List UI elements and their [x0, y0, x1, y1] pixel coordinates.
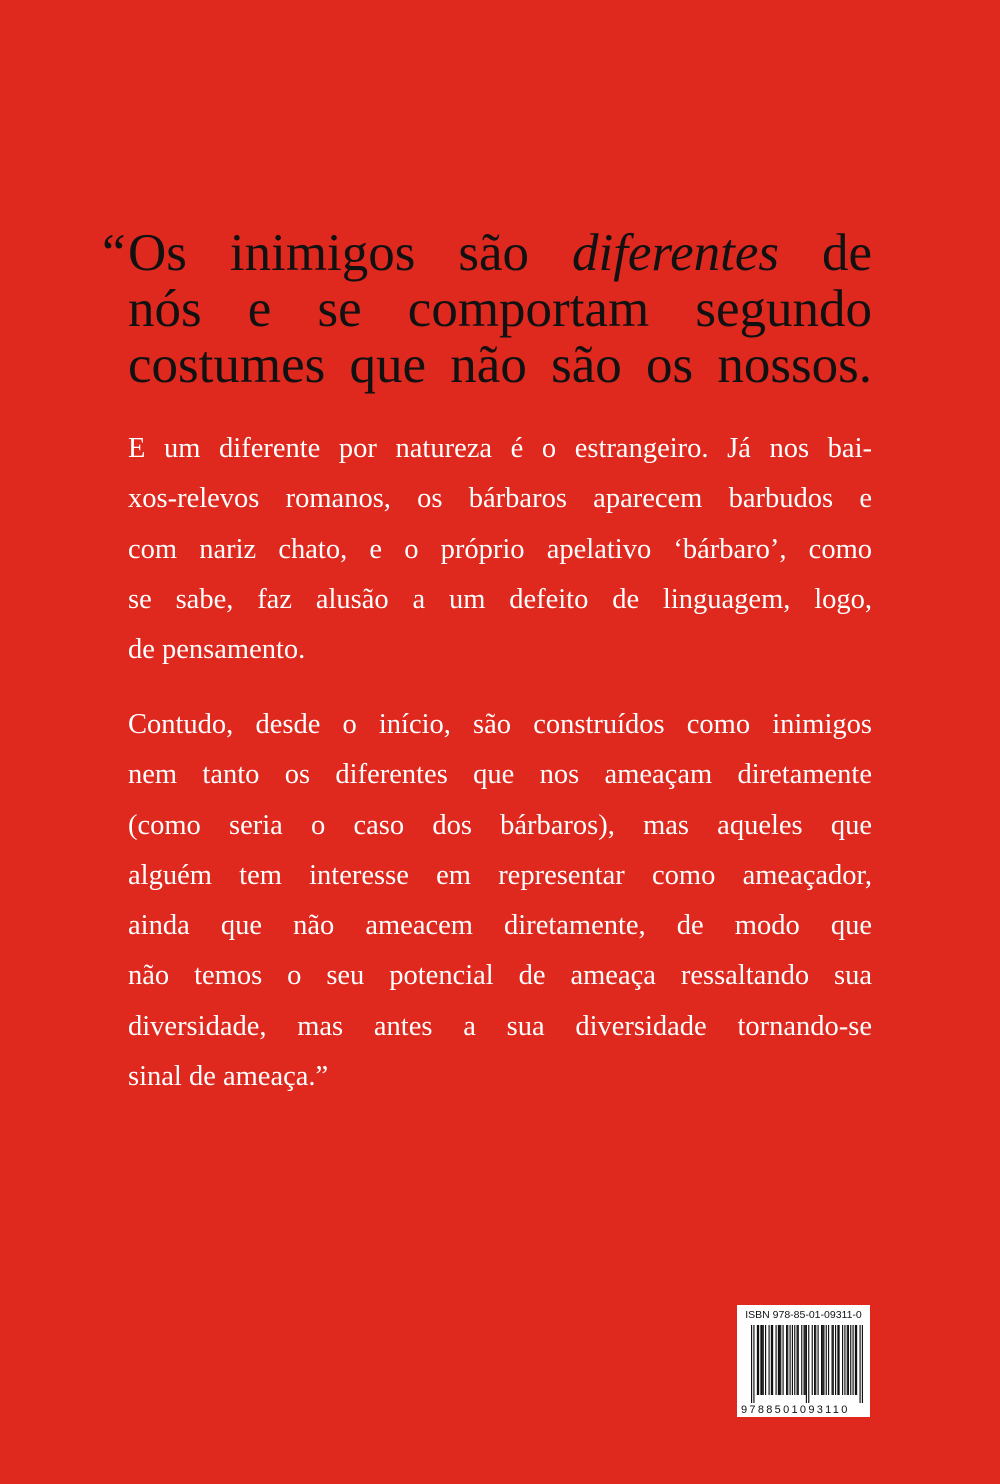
paragraph-line: não temos o seu potencial de ameaça ressaltando sua — [128, 960, 872, 992]
barcode-bar — [765, 1325, 766, 1395]
barcode-bar — [850, 1325, 851, 1395]
quote-line — [128, 337, 872, 393]
barcode-bar — [762, 1325, 763, 1395]
barcode-bar — [853, 1325, 854, 1395]
barcode-bar — [855, 1325, 856, 1395]
barcode-bar — [814, 1325, 815, 1395]
pull-quote — [102, 224, 873, 394]
isbn-label: ISBN 978-85-01-09311-0 — [745, 1309, 862, 1321]
quote-line — [128, 225, 872, 281]
paragraph-2 — [128, 700, 872, 1102]
barcode-bar — [801, 1325, 802, 1395]
barcode-bar — [839, 1325, 840, 1395]
barcode-bar — [848, 1325, 849, 1395]
paragraph-line: E um diferente por natureza é o estrangeiro. Já nos bai- — [128, 433, 872, 464]
barcode-bar — [815, 1325, 816, 1395]
quote-text: costumes que não são os nossos. — [128, 336, 872, 394]
barcode-bar — [758, 1325, 759, 1395]
barcode-bar — [826, 1325, 827, 1395]
barcode-bar — [847, 1325, 848, 1395]
barcode-bar — [812, 1325, 813, 1395]
paragraph-line: alguém tem interesse em representar como ameaçador, — [128, 859, 872, 891]
quote-italic-text: diferentes — [571, 224, 780, 282]
barcode-bar — [818, 1325, 819, 1395]
barcode-bar — [778, 1325, 779, 1395]
barcode-bar — [753, 1325, 754, 1403]
barcode-digits: 9788501093110 — [741, 1404, 850, 1416]
paragraph-line: nem tanto os diferentes que nos ameaçam diretamente — [128, 759, 872, 791]
barcode-bar — [821, 1325, 822, 1395]
barcode-bar — [828, 1325, 829, 1395]
barcode-bar — [786, 1325, 787, 1395]
paragraph-line: se sabe, faz alusão a um defeito de linguagem, logo, — [128, 583, 872, 615]
barcode-bar — [751, 1325, 752, 1403]
barcode-bar — [832, 1325, 833, 1395]
barcode-bar — [842, 1325, 843, 1395]
barcode-bar — [856, 1325, 857, 1395]
open-quote-mark: “ — [102, 224, 126, 282]
barcode-bar — [844, 1325, 845, 1395]
quote-text: Os inimigos são — [128, 224, 572, 282]
barcode-bar — [776, 1325, 777, 1395]
isbn-barcode — [737, 1305, 870, 1417]
barcode-bar — [862, 1325, 863, 1403]
barcode-bar — [779, 1325, 780, 1395]
barcode-bar — [835, 1325, 836, 1395]
barcode-bar — [833, 1325, 834, 1395]
paragraph-line: Contudo, desde o início, são construídos como inimigos — [128, 709, 872, 740]
barcode-bar — [805, 1325, 806, 1395]
paragraph-line: (como seria o caso dos bárbaros), mas aqueles que — [128, 809, 872, 841]
paragraph-line: xos-relevos romanos, os bárbaros aparecem barbudos e — [128, 483, 872, 515]
barcode-bar — [772, 1325, 773, 1395]
barcode-bar — [792, 1325, 793, 1395]
paragraph-line: com nariz chato, e o próprio apelativo ‘bárbaro’, como — [128, 533, 872, 565]
barcode-bar — [860, 1325, 861, 1403]
barcode-bar — [797, 1325, 798, 1395]
barcode-bar — [763, 1325, 764, 1395]
barcode-bar — [794, 1325, 795, 1395]
barcode-bar — [837, 1325, 838, 1395]
quote-line — [128, 281, 872, 337]
barcode-bar — [787, 1325, 788, 1395]
barcode-bar — [760, 1325, 761, 1395]
barcode-bar — [806, 1325, 807, 1403]
barcode-bar — [804, 1325, 805, 1395]
barcode-bar — [808, 1325, 809, 1403]
barcode-bar — [798, 1325, 799, 1395]
barcode-bar — [790, 1325, 791, 1395]
paragraph-line: de pensamento. — [128, 634, 306, 666]
barcode-bar — [783, 1325, 784, 1395]
barcode-bar — [771, 1325, 772, 1395]
quote-text: de — [779, 224, 873, 282]
barcode-bars — [751, 1325, 863, 1403]
barcode-bar — [757, 1325, 758, 1395]
barcode-bar — [780, 1325, 781, 1395]
paragraph-line: ainda que não ameacem diretamente, de modo que — [128, 910, 872, 942]
quote-text: nós e se comportam segundo — [128, 280, 872, 338]
paragraph-line: sinal de ameaça.” — [128, 1061, 329, 1093]
paragraph-line: diversidade, mas antes a sua diversidade tornando-se — [128, 1010, 872, 1042]
barcode-bar — [769, 1325, 770, 1395]
barcode-bar — [822, 1325, 823, 1395]
barcode-bar — [823, 1325, 824, 1395]
paragraph-1 — [128, 424, 872, 675]
